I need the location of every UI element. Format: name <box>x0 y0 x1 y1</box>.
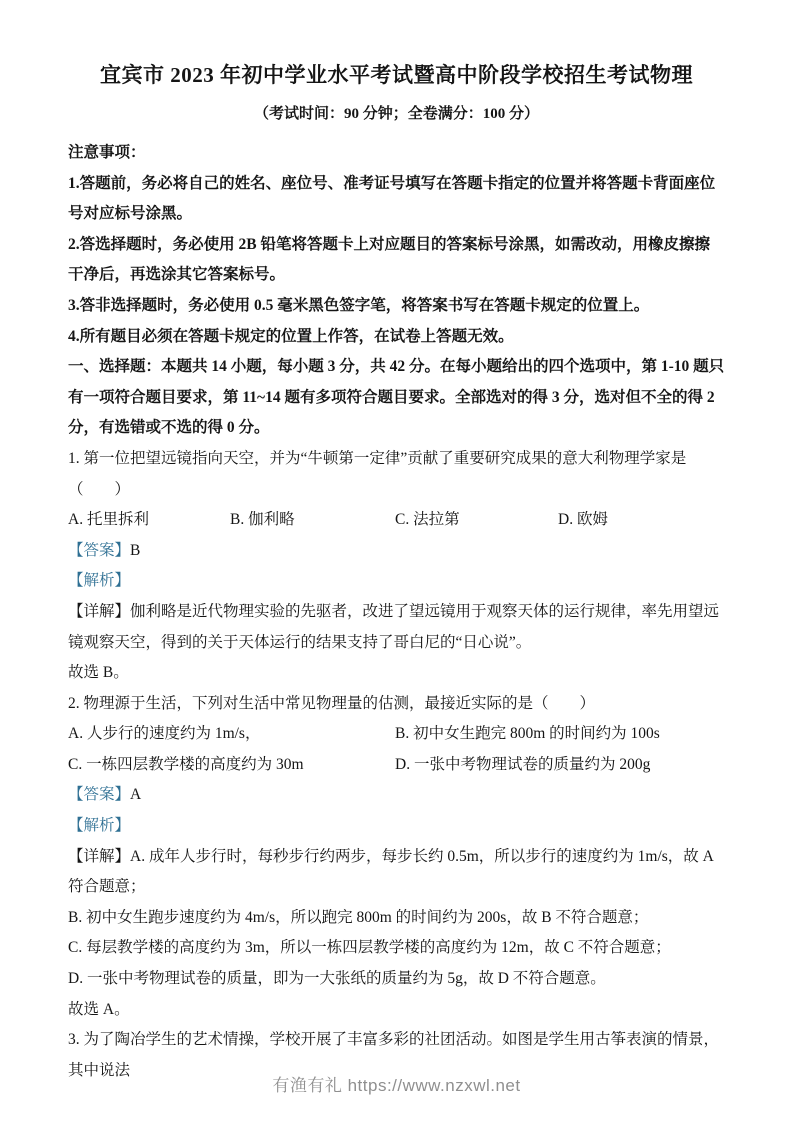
option-d: D. 欧姆 <box>558 511 608 529</box>
option-c: C. 一栋四层教学楼的高度约为 30m <box>68 755 304 773</box>
option-b: B. 初中女生跑完 800m 的时间约为 100s <box>395 725 660 743</box>
question-stem: 2. 物理源于生活，下列对生活中常见物理量的估测，最接近实际的是（ ） <box>68 694 596 712</box>
detail-row <box>68 842 725 903</box>
question-options <box>68 505 725 536</box>
option-a: A. 人步行的速度约为 1m/s， <box>68 725 261 743</box>
notice-item-1: 1.答题前，务必将自己的姓名、座位号、准考证号填写在答题卡指定的位置并将答题卡背面座位号对应标号涂黑。 <box>68 174 716 223</box>
analysis-label: 【解析】 <box>68 817 131 835</box>
conclusion: 故选 B。 <box>68 664 129 682</box>
page-title: 宜宾市 2023 年初中学业水平考试暨高中阶段学校招生考试物理 <box>100 63 693 87</box>
detail-text-c: C. 每层教学楼的高度约为 3m，所以一栋四层教学楼的高度约为 12m，故 C 不符合题意； <box>68 939 671 957</box>
detail-text-d: D. 一张中考物理试卷的质量，即为一大张纸的质量约为 5g，故 D 不符合题意。 <box>68 970 606 988</box>
question-stem: 1. 第一位把望远镜指向天空，并为“牛顿第一定律”贡献了重要研究成果的意大利物理学家是（ ） <box>68 449 687 498</box>
detail-text-b: B. 初中女生跑步速度约为 4m/s，所以跑完 800m 的时间约为 200s，故 B 不符合题意； <box>68 908 649 926</box>
detail-row <box>68 597 725 658</box>
conclusion: 故选 A。 <box>68 1000 130 1018</box>
notice-item-4: 4.所有题目必须在答题卡规定的位置上作答，在试卷上答题无效。 <box>68 327 514 345</box>
option-d: D. 一张中考物理试卷的质量约为 200g <box>395 755 651 773</box>
detail-text: 伽利略是近代物理实验的先驱者，改进了望远镜用于观察天体的运行规律，率先用望远镜观察天空，得到的关于天体运行的结果支持了哥白尼的“日心说”。 <box>68 602 720 651</box>
section-heading: 一、选择题：本题共 14 小题，每小题 3 分，共 42 分。在每小题给出的四个选项中，第 1-10 题只有一项符合题目要求，第 11~14 题有多项符合题目要求。全部选对的得 3 分，选对但不全的得 2 分，有选错或不选的得 0 分。 <box>68 358 725 437</box>
answer-value: A <box>130 786 142 804</box>
answer-value: B <box>130 541 141 559</box>
analysis-label: 【解析】 <box>68 572 131 590</box>
footer-watermark: 有渔有礼 https://www.nzxwl.net <box>272 1076 521 1095</box>
answer-label: 【答案】 <box>68 541 131 559</box>
question-2 <box>68 689 725 1026</box>
answer-row <box>68 780 725 811</box>
answer-row <box>68 536 725 567</box>
notice-item-3: 3.答非选择题时，务必使用 0.5 毫米黑色签字笔，将答案书写在答题卡规定的位置上。 <box>68 296 650 314</box>
option-b: B. 伽利略 <box>230 511 295 529</box>
option-a: A. 托里拆利 <box>68 511 149 529</box>
notice-heading: 注意事项： <box>68 144 146 161</box>
answer-label: 【答案】 <box>68 786 131 804</box>
question-options <box>68 719 725 780</box>
question-stem: 3. 为了陶冶学生的艺术情操，学校开展了丰富多彩的社团活动。如图是学生用古筝表演的情景，其中说法 <box>68 1031 720 1079</box>
detail-label: 【详解】 <box>68 847 131 865</box>
question-1 <box>68 444 725 689</box>
detail-text-a: A. 成年人步行时，每秒步行约两步，每步长约 0.5m，所以步行的速度约为 1m/s，故 A 符合题意； <box>68 847 714 896</box>
exam-info: （考试时间：90 分钟；全卷满分：100 分） <box>253 106 539 122</box>
notice-item-2: 2.答选择题时，务必使用 2B 铅笔将答题卡上对应题目的答案标号涂黑，如需改动，用橡皮擦擦干净后，再选涂其它答案标号。 <box>68 235 710 284</box>
detail-label: 【详解】 <box>68 602 131 620</box>
option-c: C. 法拉第 <box>395 511 460 529</box>
